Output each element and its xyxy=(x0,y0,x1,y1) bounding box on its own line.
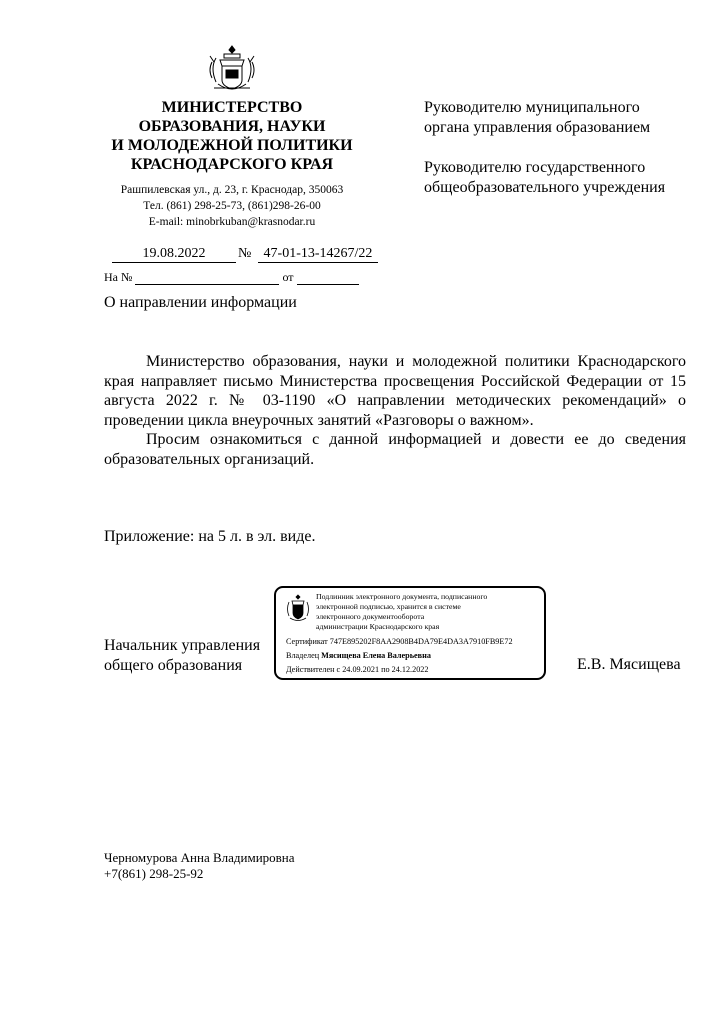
addressee-line: Руководителю муниципального xyxy=(424,99,640,116)
letter-subject: О направлении информации xyxy=(104,294,297,311)
cert-number: 747E895202F8AA2908B4DA79E4DA3A7910FB9E72 xyxy=(329,637,513,646)
executor-contact xyxy=(104,850,295,882)
addressee-line: органа управления образованием xyxy=(424,119,651,136)
signatory-position-line: общего образования xyxy=(104,657,243,674)
addressee-line: Руководителю государственного xyxy=(424,159,646,176)
letter-body xyxy=(104,352,686,470)
e-signature-stamp xyxy=(274,586,546,680)
stamp-notice xyxy=(316,592,487,632)
addressee-line: общеобразовательного учреждения xyxy=(424,179,666,196)
signatory-position xyxy=(104,636,260,676)
coat-of-arms-icon xyxy=(206,44,258,94)
stamp-emblem-icon xyxy=(286,594,310,622)
ministry-address: Рашпилевская ул., д. 23, г. Краснодар, 350063 xyxy=(120,184,344,196)
owner-name: Мясищева Елена Валерьевна xyxy=(321,651,431,660)
stamp-notice-line: администрации Краснодарского края xyxy=(316,622,440,631)
ministry-title-line: КРАСНОДАРСКОГО КРАЯ xyxy=(130,156,334,173)
ministry-title-line: И МОЛОДЕЖНОЙ ПОЛИТИКИ xyxy=(111,137,353,154)
ministry-email: E-mail: minobrkuban@krasnodar.ru xyxy=(148,216,316,228)
reply-from-label: от xyxy=(282,270,294,284)
ministry-title xyxy=(96,98,368,174)
ministry-phone: Тел. (861) 298-25-73, (861)298-26-00 xyxy=(143,200,321,212)
body-paragraph: Просим ознакомиться с данной информацией и довести ее до сведения образовательных организаций. xyxy=(104,431,686,468)
valid-label: Действителен с xyxy=(286,665,341,674)
reply-number-blank xyxy=(135,272,279,285)
registration-number: 47-01-13-14267/22 xyxy=(258,246,378,263)
stamp-certificate-info xyxy=(286,635,513,677)
executor-phone: +7(861) 298-25-92 xyxy=(104,866,204,881)
attachment-note: Приложение: на 5 л. в эл. виде. xyxy=(104,528,316,545)
ministry-contacts xyxy=(96,182,368,230)
cert-label: Сертификат xyxy=(286,637,328,646)
stamp-notice-line: электронной подписью, хранится в системе xyxy=(316,602,461,611)
registration-number-label: № xyxy=(238,246,252,261)
signatory-name: Е.В. Мясищева xyxy=(577,656,681,673)
reply-label: На № xyxy=(104,270,133,284)
stamp-notice-line: Подлинник электронного документа, подписанного xyxy=(316,592,488,601)
signatory-position-line: Начальник управления xyxy=(104,637,261,654)
addressee-block xyxy=(424,98,650,138)
executor-name: Черномурова Анна Владимировна xyxy=(104,850,295,865)
registration-date: 19.08.2022 xyxy=(112,246,236,263)
addressee-block xyxy=(424,158,665,198)
ministry-title-line: МИНИСТЕРСТВО xyxy=(161,99,303,116)
reply-date-blank xyxy=(297,272,359,285)
ministry-title-line: ОБРАЗОВАНИЯ, НАУКИ xyxy=(138,118,326,135)
valid-from: 24.09.2021 xyxy=(342,665,380,674)
valid-to: 24.12.2022 xyxy=(391,665,429,674)
reply-reference xyxy=(104,270,359,285)
stamp-notice-line: электронного документооборота xyxy=(316,612,425,621)
owner-label: Владелец xyxy=(286,651,320,660)
body-paragraph: Министерство образования, науки и молодежной политики Краснодарского края направляет письмо Министерства просвещения Российской Федерации от 15 августа 2022 г. № 03-1190 «О направлении методических рекомендаций» о проведении цикла внеурочных занятий «Разговоры о важном». xyxy=(104,353,686,429)
valid-to-label: по xyxy=(381,665,390,674)
